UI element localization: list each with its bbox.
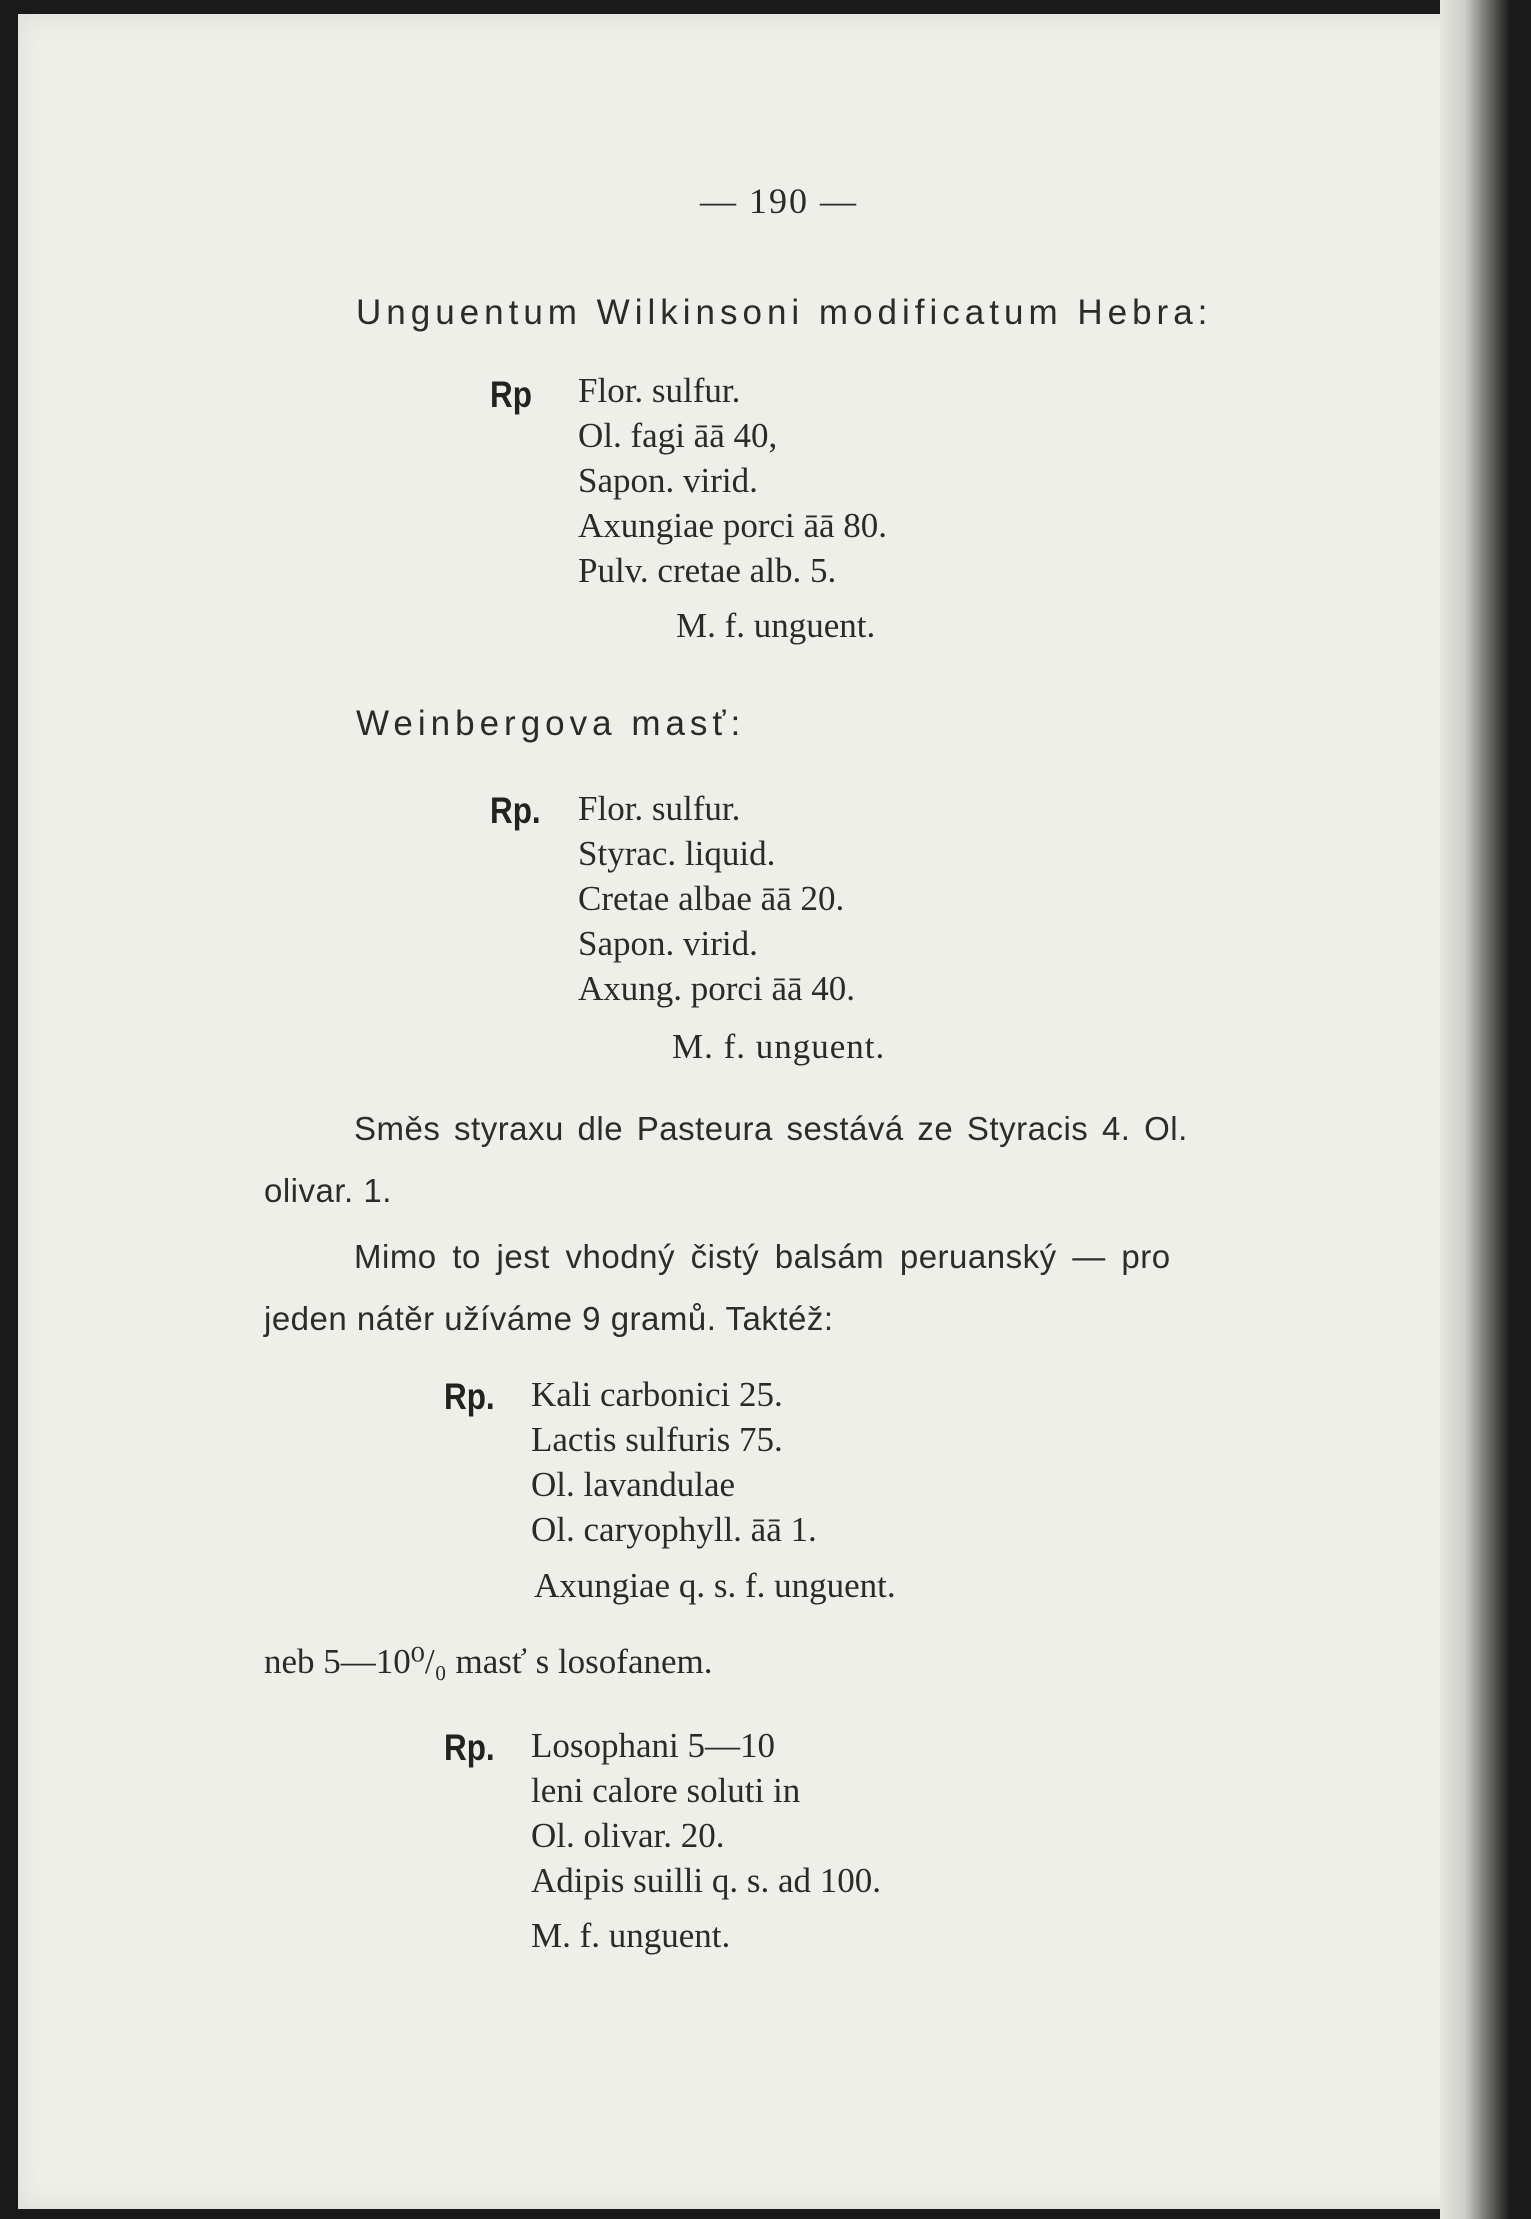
rp-symbol: Rp [490, 374, 532, 415]
ingredient-line: Pulv. cretae alb. 5. [578, 551, 837, 590]
ingredient-line: Kali carbonici 25. [531, 1375, 783, 1414]
recipe-heading-weinberg: Weinbergova masť: [356, 704, 746, 743]
ingredient-list [531, 1372, 817, 1552]
ingredient-line: Axungiae porci āā 80. [578, 506, 888, 545]
ingredient-line: Sapon. virid. [578, 461, 758, 500]
ingredient-line: leni calore soluti in [531, 1771, 801, 1810]
ingredient-line: Ol. caryophyll. āā 1. [531, 1510, 817, 1549]
ingredient-line: Losophani 5—10 [531, 1726, 776, 1765]
paragraph-styrax-line1: Směs styraxu dle Pasteura sestává ze Styracis 4. Ol. [354, 1110, 1188, 1147]
ingredient-list [531, 1723, 881, 1903]
ingredient-line: Lactis sulfuris 75. [531, 1420, 783, 1459]
book-gutter [1440, 0, 1510, 2219]
ingredient-list [578, 368, 887, 593]
ingredient-line: Sapon. virid. [578, 924, 758, 963]
recipe-instruction: M. f. unguent. [672, 1027, 886, 1066]
ingredient-list [578, 786, 855, 1011]
ingredient-line: Axung. porci āā 40. [578, 969, 856, 1008]
ingredient-line: Ol. fagi āā 40, [578, 416, 778, 455]
recipe-heading-wilkinson: Unguentum Wilkinsoni modificatum Hebra: [356, 293, 1213, 332]
page-number: — 190 — [700, 181, 858, 221]
ingredient-line: Ol. lavandulae [531, 1465, 736, 1504]
paragraph-balsam-line1: Mimo to jest vhodný čistý balsám peruanský — pro [354, 1238, 1171, 1275]
paragraph-styrax-line2: olivar. 1. [264, 1172, 392, 1209]
recipe-instruction: Axungiae q. s. f. unguent. [534, 1566, 896, 1605]
ingredient-line: Cretae albae āā 20. [578, 879, 845, 918]
paragraph-losofan: neb 5—10⁰/₀ masť s losofanem. [264, 1642, 713, 1681]
recipe-instruction: M. f. unguent. [676, 606, 876, 645]
ingredient-line: Adipis suilli q. s. ad 100. [531, 1861, 882, 1900]
recipe-instruction: M. f. unguent. [531, 1916, 731, 1955]
ingredient-line: Ol. olivar. 20. [531, 1816, 725, 1855]
rp-symbol: Rp. [490, 790, 541, 831]
ingredient-line: Flor. sulfur. [578, 371, 741, 410]
ingredient-line: Styrac. liquid. [578, 834, 776, 873]
rp-symbol: Rp. [444, 1376, 495, 1417]
ingredient-line: Flor. sulfur. [578, 789, 741, 828]
paragraph-balsam-line2: jeden nátěr užíváme 9 gramů. Taktéž: [264, 1300, 834, 1337]
rp-symbol: Rp. [444, 1727, 495, 1768]
